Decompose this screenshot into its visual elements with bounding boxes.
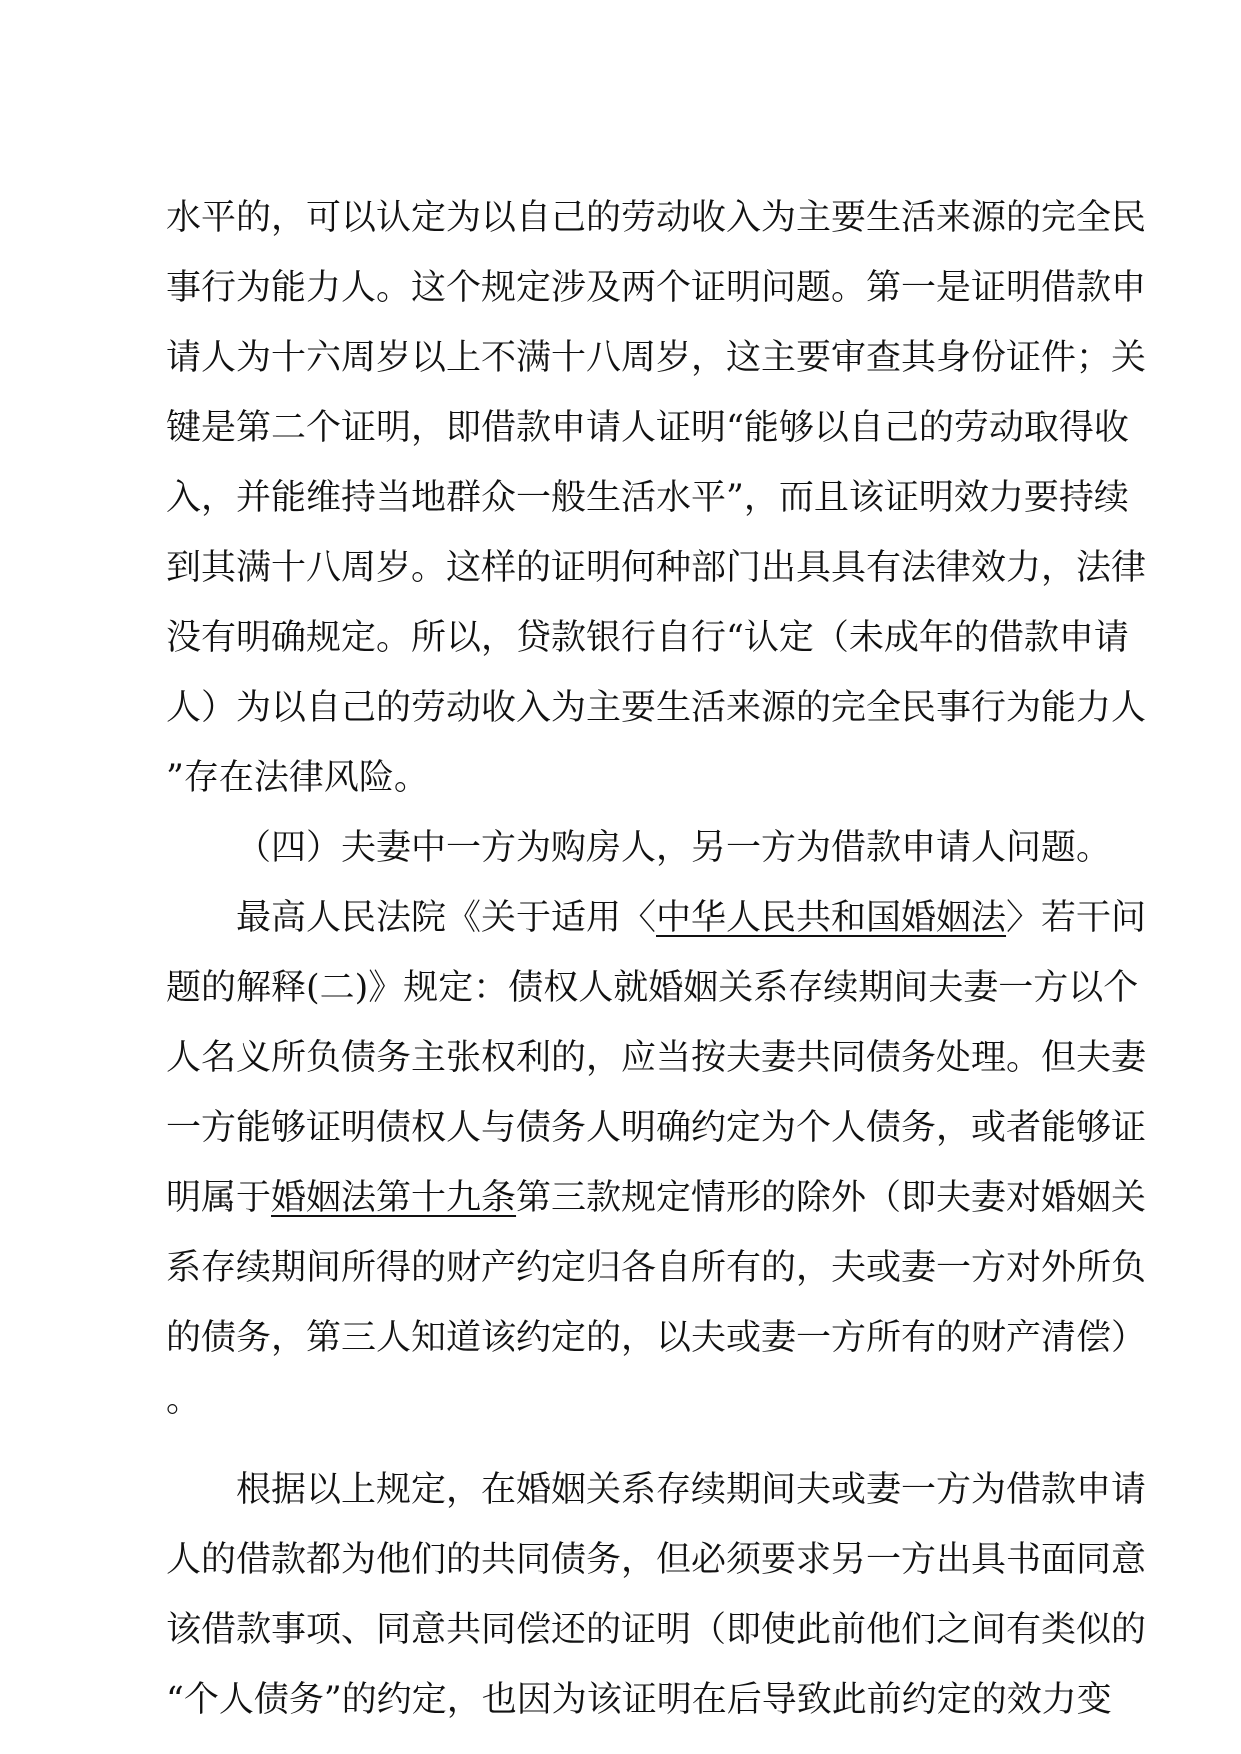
paragraph-2-line-1-text-after: 〉若干问 (1006, 898, 1147, 938)
paragraph-1-line-1: 水平的，可以认定为以自己的劳动收入为主要生活来源的完全民 (166, 198, 1147, 238)
paragraph-1-line-7: 没有明确规定。所以，贷款银行自行“认定（未成年的借款申请 (166, 618, 1129, 658)
paragraph-1-line-9: ”存在法律风险。 (166, 758, 429, 798)
paragraph-2-line-7: 的债务，第三人知道该约定的，以夫或妻一方所有的财产清偿） (166, 1318, 1147, 1358)
paragraph-2-line-1-text-before: 最高人民法院《关于适用〈 (236, 898, 657, 938)
article-19-link[interactable]: 第十九条 (376, 1178, 517, 1218)
paragraph-2-line-5-text-before: 明属于 (166, 1178, 272, 1218)
marriage-law-link[interactable]: 中华人民共和国婚姻法 (656, 898, 1007, 938)
paragraph-2-line-4: 一方能够证明债权人与债务人明确约定为个人债务，或者能够证 (166, 1108, 1147, 1148)
paragraph-2-line-3: 人名义所负债务主张权利的，应当按夫妻共同债务处理。但夫妻 (166, 1038, 1147, 1078)
paragraph-1-line-5: 入，并能维持当地群众一般生活水平”，而且该证明效力要持续 (166, 478, 1129, 518)
paragraph-3-line-4: “个人债务”的约定，也因为该证明在后导致此前约定的效力变 (166, 1680, 1112, 1720)
section-heading-4: （四）夫妻中一方为购房人，另一方为借款申请人问题。 (236, 828, 1112, 868)
marriage-law-short-link[interactable]: 婚姻法 (271, 1178, 377, 1218)
paragraph-2-line-5 (166, 1168, 1147, 1228)
paragraph-2-line-5-text-after: 第三款规定情形的除外（即夫妻对婚姻关 (516, 1178, 1147, 1218)
paragraph-3-line-1: 根据以上规定，在婚姻关系存续期间夫或妻一方为借款申请 (236, 1470, 1147, 1510)
paragraph-2-line-8: 。 (166, 1380, 202, 1420)
paragraph-1-line-8: 人）为以自己的劳动收入为主要生活来源的完全民事行为能力人 (166, 688, 1147, 728)
paragraph-1-line-6: 到其满十八周岁。这样的证明何种部门出具具有法律效力，法律 (166, 548, 1147, 588)
paragraph-1-line-2: 事行为能力人。这个规定涉及两个证明问题。第一是证明借款申 (166, 268, 1147, 308)
paragraph-1-line-4: 键是第二个证明，即借款申请人证明“能够以自己的劳动取得收 (166, 408, 1129, 448)
paragraph-2-line-6: 系存续期间所得的财产约定归各自所有的，夫或妻一方对外所负 (166, 1248, 1147, 1288)
paragraph-2-line-1 (236, 888, 1147, 948)
paragraph-2-line-2: 题的解释(二)》规定：债权人就婚姻关系存续期间夫妻一方以个 (166, 968, 1139, 1008)
paragraph-1-line-3: 请人为十六周岁以上不满十八周岁，这主要审查其身份证件；关 (166, 338, 1147, 378)
paragraph-3-line-2: 人的借款都为他们的共同债务，但必须要求另一方出具书面同意 (166, 1540, 1147, 1580)
paragraph-3-line-3: 该借款事项、同意共同偿还的证明（即使此前他们之间有类似的 (166, 1610, 1147, 1650)
